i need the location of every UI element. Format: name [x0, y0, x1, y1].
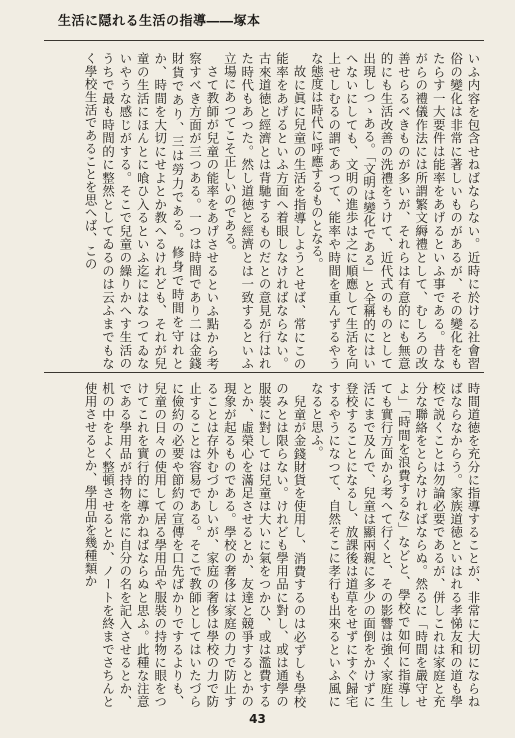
upper-text-block	[60, 52, 482, 370]
page-number: 43	[249, 712, 266, 726]
lower-text-block	[60, 382, 482, 708]
running-header: 生活に隠れる生活の指導――塚本	[58, 14, 261, 29]
column-divider-rule	[44, 372, 484, 373]
paragraph: 時間道徳を充分に指導することが、非常に大切にならねばならなからう。家族道徳といはれる孝悌友和の道も學校で説くことは勿論必要であるが、併しこれは家庭と充分な聯絡をとらなければならぬ。然るに「時間を嚴守せよ」「時間を浪費するな」などと、學校で如何に指導しても實行方面から考へて行くと、その影響は強く家庭生活にまで及んで、兒童は顯兩親に多少の面倒をかけずに登校することになるし、放課後は道草をせずにすぐ歸宅するやうになつて、自然そこに孝行も出來るといふ風になると思ふ。	[309, 382, 481, 708]
paragraph: 兒童が金錢財貨を使用し、消費するのは必ずしも學校のみとは限らない。けれども學用品に對し、或は通學の服裝に對しては兒童は大いに氣をつかひ、或は濫費するとか、虛榮心を滿足させるとか、友達と競爭するとかの現象が起るものである。學校の奢侈は家庭の力で防止することは存外むづかしいが、家庭の奢侈は學校の力で防止することは容易である。そこで教師としてはいたづらに儉約の必要や節約の宣傳を口先ばかりでするよりも、兒童の日々の使用して居る學用品や服裝の持物に眼をつけてこれを實行的に導かねばならぬと思ふ。此種な注意である學用品が持物を常に自分の名を記入させるとか、机の中をよく整頓させるとか、ノートを終までさちんと使用させるとか、學用品を幾種類か	[83, 382, 307, 708]
paragraph: さて教師が兒童の能率をあげさせるといふ點から考察すべき方面が三つある。一つは時間であり二は金錢財貨であり、三は勞力である。修身で時間を守れとか、時間を大切にせよとか教へるけれども、それが兒童の生活にほんとに喰ひ入るといふ迄にはなつてゐないやうな感じがする。そこで兒童の繰りかへす生活のうちで最も時間的に整然としてゐるのは云ふまでもなく學校生活であることを思へば、この	[83, 52, 220, 370]
paragraph: 故に眞に兒童の生活を指導しようとせば、常にこの能率をあげるといふ方面へ着眼しなければならない。古來道徳と經濟とは背馳するものだとの意見が行はれた時代もあつた。然し道徳と經濟とは一致するといふ立場にあつてこそ正しいのである。	[222, 52, 307, 370]
paragraph: いふ内容を包含せねばならない。近時に於ける社會習俗の變化は非常に著しいものがあるが、その變化をもたらす一大要件は能率をあげるといふ事である。昔ながらの禮儀作法には所謂繁文縟禮として、むしろの改善せらるべきものが多いが、それらは有意的にも無意的にも生活改善の洗禮をうけて、近代式のものとして出現しつゝある。「文明は變化である」と全稱的にはいへないにしても、文明の進歩は之に順應して生活を向上せしむるの謂であつて、能率や時間を重んずるやうな態度は時代に呼應するものとなる。	[309, 52, 481, 370]
header-rule	[44, 40, 484, 41]
